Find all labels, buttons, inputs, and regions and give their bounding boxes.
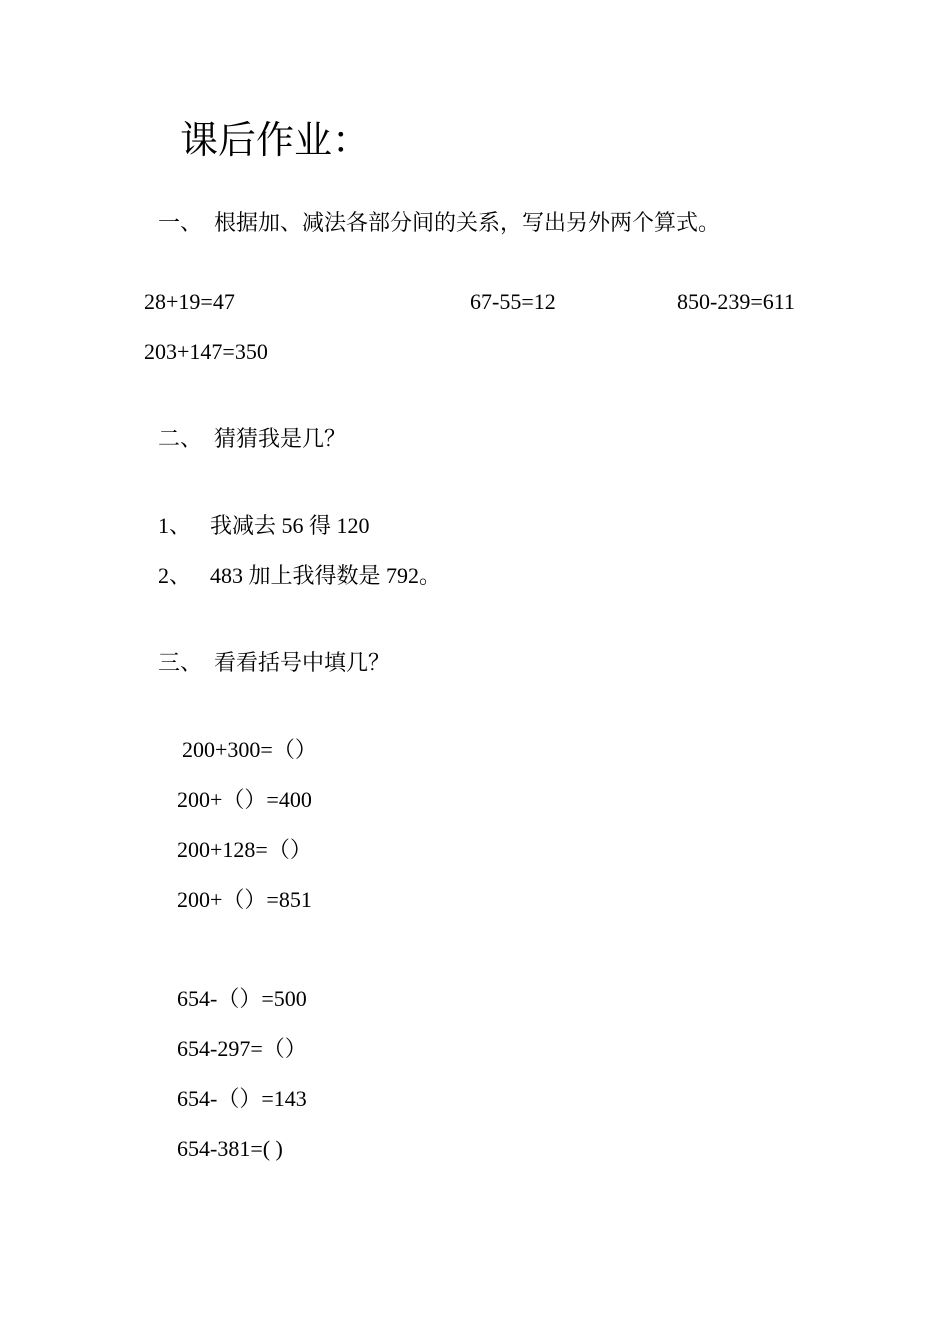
- list-item: [158, 511, 370, 541]
- list-item-text: 我减去 56 得 120: [210, 513, 370, 538]
- fill-blank-8: 654-381=( ): [177, 1136, 283, 1161]
- equation-4: 203+147=350: [144, 339, 268, 364]
- list-item: [158, 561, 441, 591]
- fill-blank-6: 654-297=（）: [177, 1036, 307, 1061]
- section-3-heading: [158, 648, 390, 678]
- fill-blank-2: 200+（）=400: [177, 787, 312, 812]
- section-1-number: 一、: [158, 210, 203, 235]
- section-3-number: 三、: [158, 650, 203, 675]
- equation-2: 67-55=12: [470, 289, 556, 314]
- fill-blank-3: 200+128=（）: [177, 837, 312, 862]
- fill-blank-5: 654-（）=500: [177, 986, 307, 1011]
- section-2-number: 二、: [158, 426, 203, 451]
- section-1-text: 根据加、减法各部分间的关系，写出另外两个算式。: [214, 210, 721, 235]
- section-2-heading: [158, 424, 346, 454]
- section-3-text: 看看括号中填几？: [214, 650, 391, 675]
- fill-blank-4: 200+（）=851: [177, 887, 312, 912]
- fill-blank-1: 200+300=（）: [182, 737, 317, 762]
- list-item-text: 483 加上我得数是 792。: [210, 563, 442, 588]
- section-1-heading: [158, 208, 720, 238]
- page-title: 课后作业：: [180, 120, 371, 162]
- section-2-text: 猜猜我是几？: [214, 426, 347, 451]
- list-item-number: 1、: [158, 513, 192, 538]
- equation-1: 28+19=47: [144, 289, 235, 314]
- fill-blank-7: 654-（）=143: [177, 1086, 307, 1111]
- list-item-number: 2、: [158, 563, 192, 588]
- equation-3: 850-239=611: [677, 289, 795, 314]
